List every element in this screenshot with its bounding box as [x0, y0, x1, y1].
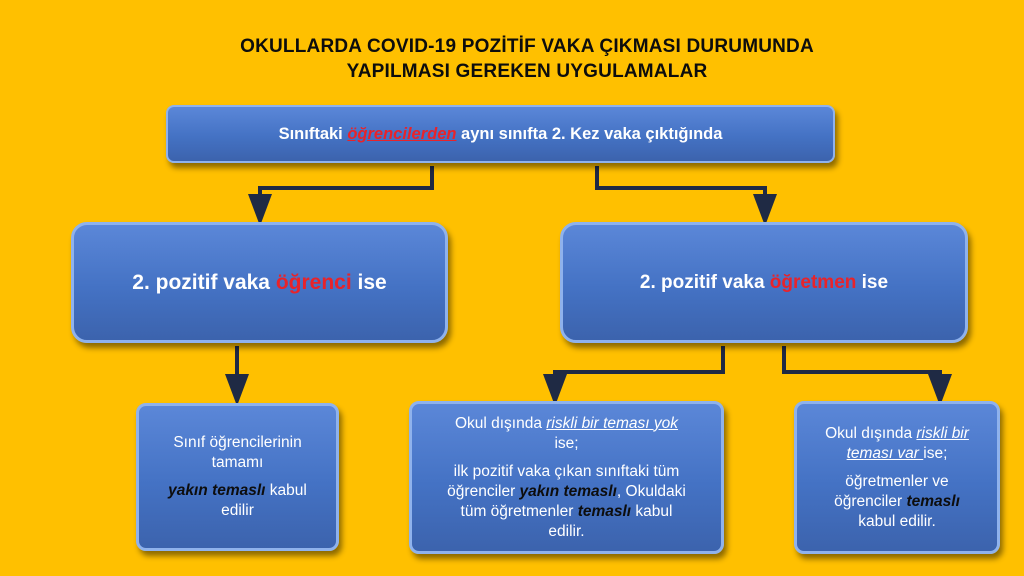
- teacher-case-prefix: 2. pozitif vaka: [639, 271, 770, 293]
- no-risk-body-4: edilir.: [548, 522, 585, 540]
- trigger-prefix: Sınıftaki: [278, 124, 348, 143]
- student-result-line-1: Sınıf öğrencilerinin: [173, 434, 302, 451]
- risk-body-1: öğretmenler ve: [845, 472, 949, 490]
- risk-body-2-emphasis: temaslı: [906, 492, 960, 510]
- risk-body-3: kabul edilir.: [858, 512, 936, 530]
- no-risk-body-3-emphasis: temaslı: [577, 502, 632, 520]
- connector-top-to-teacher: [597, 166, 765, 210]
- no-risk-body-3-prefix: tüm öğretmenler: [460, 502, 578, 520]
- trigger-highlight: öğrencilerden: [347, 124, 457, 143]
- title-line-1: OKULLARDA COVID-19 POZİTİF VAKA ÇIKMASI DURUMUNDA: [240, 36, 814, 57]
- no-risk-body-2-emphasis: yakın temaslı: [519, 482, 617, 500]
- no-risk-body-2-suffix: , Okuldaki: [616, 482, 686, 500]
- risk-cond-suffix: ise;: [923, 444, 948, 462]
- risk-cond-prefix: Okul dışında: [825, 424, 917, 442]
- teacher-case-box: [560, 222, 968, 343]
- student-result-emphasis: yakın temaslı: [168, 482, 266, 499]
- no-risk-body-1: ilk pozitif vaka çıkan sınıftaki tüm: [453, 462, 680, 480]
- teacher-risk-result-box: [794, 401, 1000, 554]
- trigger-condition-box: [166, 105, 835, 163]
- student-case-suffix: ise: [351, 270, 387, 294]
- teacher-no-risk-result-box: [409, 401, 724, 554]
- student-case-prefix: 2. pozitif vaka: [132, 270, 276, 294]
- no-risk-cond-suffix: ise;: [554, 434, 579, 452]
- no-risk-cond-prefix: Okul dışında: [454, 414, 547, 432]
- student-case-box: [71, 222, 448, 343]
- student-result-line-2: tamamı: [211, 454, 264, 471]
- student-result-box: [136, 403, 339, 551]
- teacher-case-suffix: ise: [856, 271, 889, 293]
- student-result-line-4: edilir: [221, 502, 254, 519]
- risk-cond-underlined-1: riskli bir: [916, 424, 969, 442]
- student-case-highlight: öğrenci: [275, 270, 352, 294]
- no-risk-body-3-suffix: kabul: [631, 502, 673, 520]
- student-result-line-3: kabul: [265, 482, 307, 499]
- risk-body-2-prefix: öğrenciler: [834, 492, 907, 510]
- teacher-case-highlight: öğretmen: [769, 271, 857, 293]
- no-risk-body-2-prefix: öğrenciler: [447, 482, 520, 500]
- trigger-suffix: aynı sınıfta 2. Kez vaka çıktığında: [456, 124, 723, 143]
- connector-teacher-to-risk: [784, 346, 940, 390]
- no-risk-cond-underlined: riskli bir teması yok: [546, 414, 679, 432]
- title-line-2: YAPILMASI GEREKEN UYGULAMALAR: [346, 61, 708, 82]
- connector-top-to-student: [260, 166, 432, 210]
- connector-teacher-to-no-risk: [555, 346, 723, 390]
- risk-cond-underlined-2: teması var: [846, 444, 924, 462]
